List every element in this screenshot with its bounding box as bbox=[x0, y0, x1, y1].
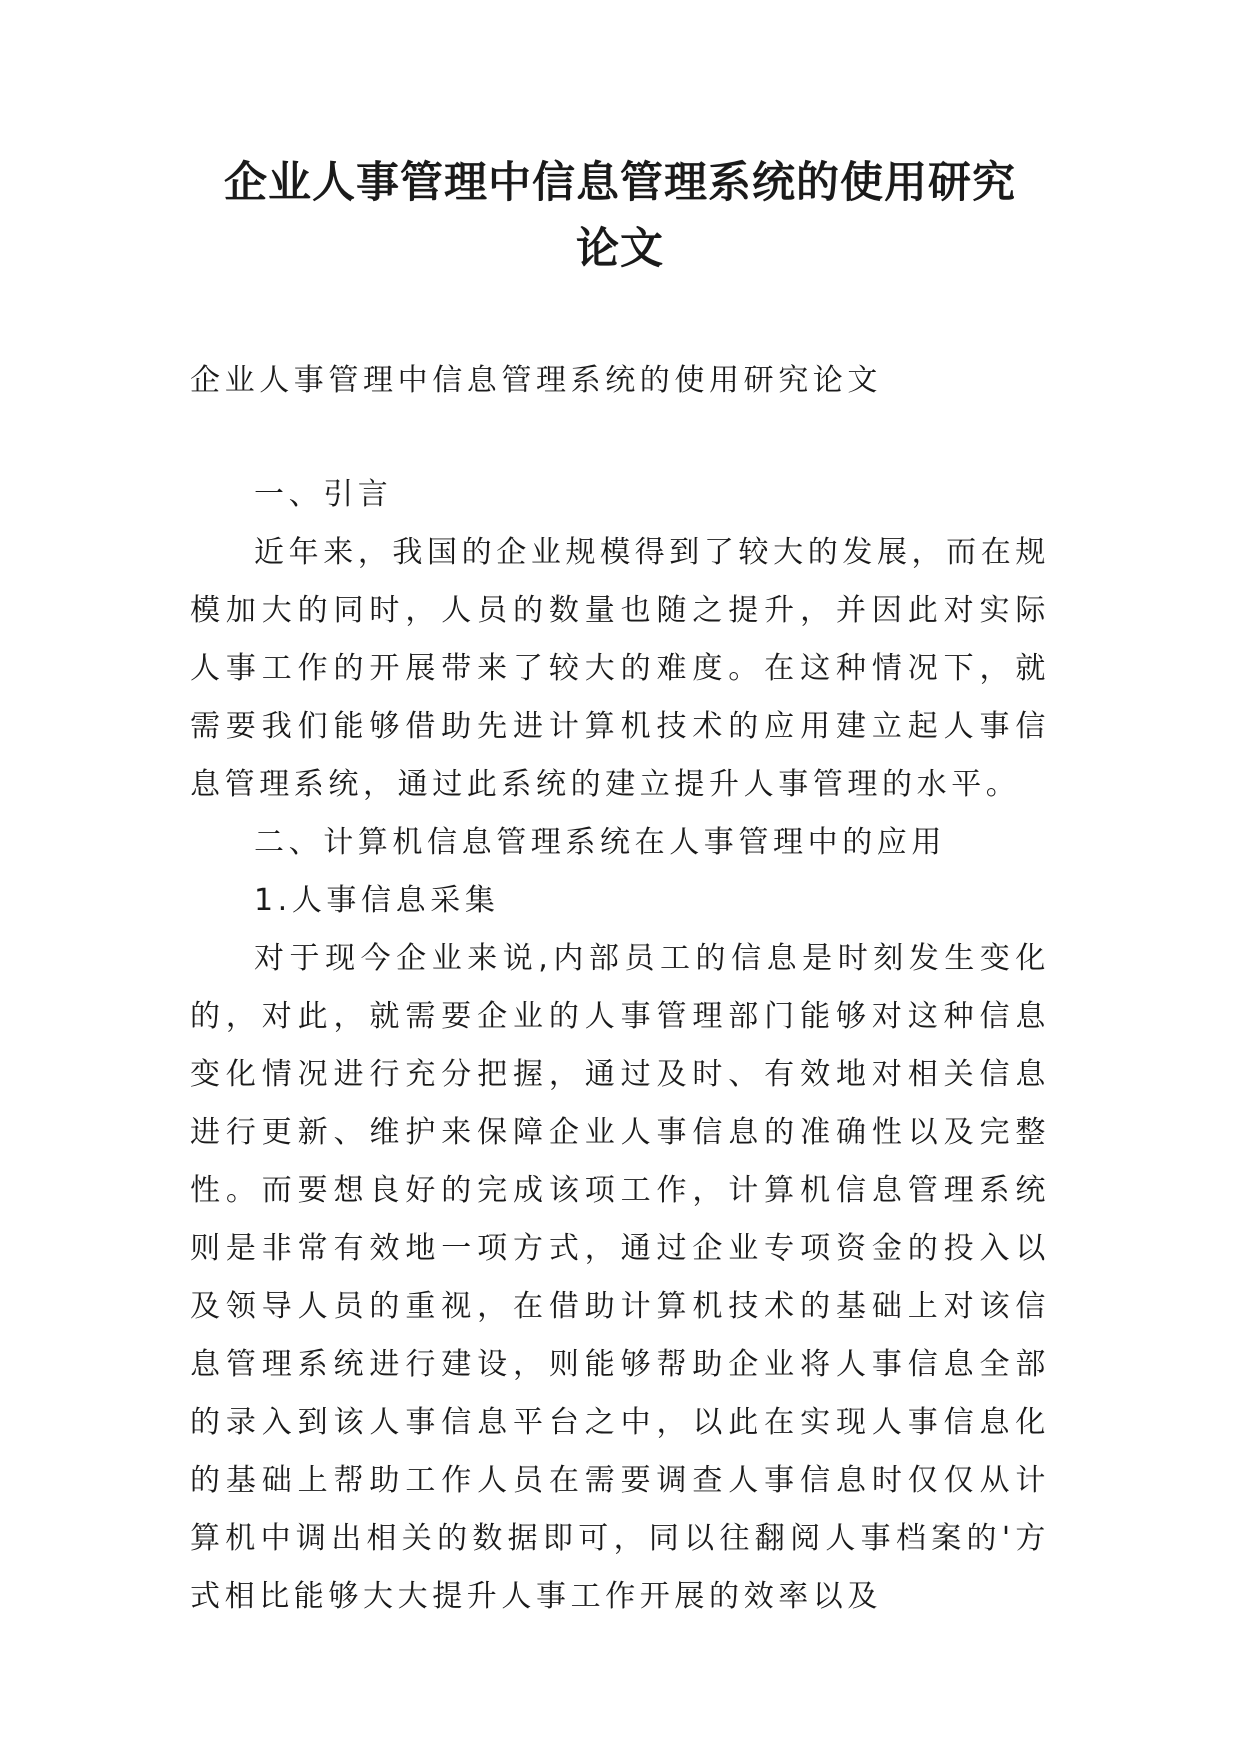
document-subtitle: 企业人事管理中信息管理系统的使用研究论文 bbox=[190, 363, 882, 398]
title-line-2: 论文 bbox=[576, 224, 664, 274]
paragraph-introduction: 近年来，我国的企业规模得到了较大的发展，而在规模加大的同时，人员的数量也随之提升，并因此对实际人事工作的开展带来了较大的难度。在这种情况下，就需要我们能够借助先进计算机技术的应用建立起人事信息管理系统，通过此系统的建立提升人事管理的水平。 bbox=[190, 535, 1050, 802]
document-body bbox=[190, 466, 1050, 1626]
subsection-heading-info-collection: 1.人事信息采集 bbox=[254, 883, 500, 918]
paragraph-info-collection: 对于现今企业来说,内部员工的信息是时刻发生变化的，对此，就需要企业的人事管理部门能够对这种信息变化情况进行充分把握，通过及时、有效地对相关信息进行更新、维护来保障企业人事信息的准确性以及完整性。而要想良好的完成该项工作，计算机信息管理系统则是非常有效地一项方式，通过企业专项资金的投入以及领导人员的重视，在借助计算机技术的基础上对该信息管理系统进行建设，则能够帮助企业将人事信息全部的录入到该人事信息平台之中，以此在实现人事信息化的基础上帮助工作人员在需要调查人事信息时仅仅从计算机中调出相关的数据即可，同以往翻阅人事档案的'方式相比能够大大提升人事工作开展的效率以及 bbox=[190, 941, 1050, 1614]
section-heading-application: 二、计算机信息管理系统在人事管理中的应用 bbox=[254, 825, 946, 860]
section-heading-introduction: 一、引言 bbox=[254, 477, 393, 512]
document-title bbox=[160, 150, 1080, 282]
title-line-1: 企业人事管理中信息管理系统的使用研究 bbox=[224, 158, 1016, 208]
